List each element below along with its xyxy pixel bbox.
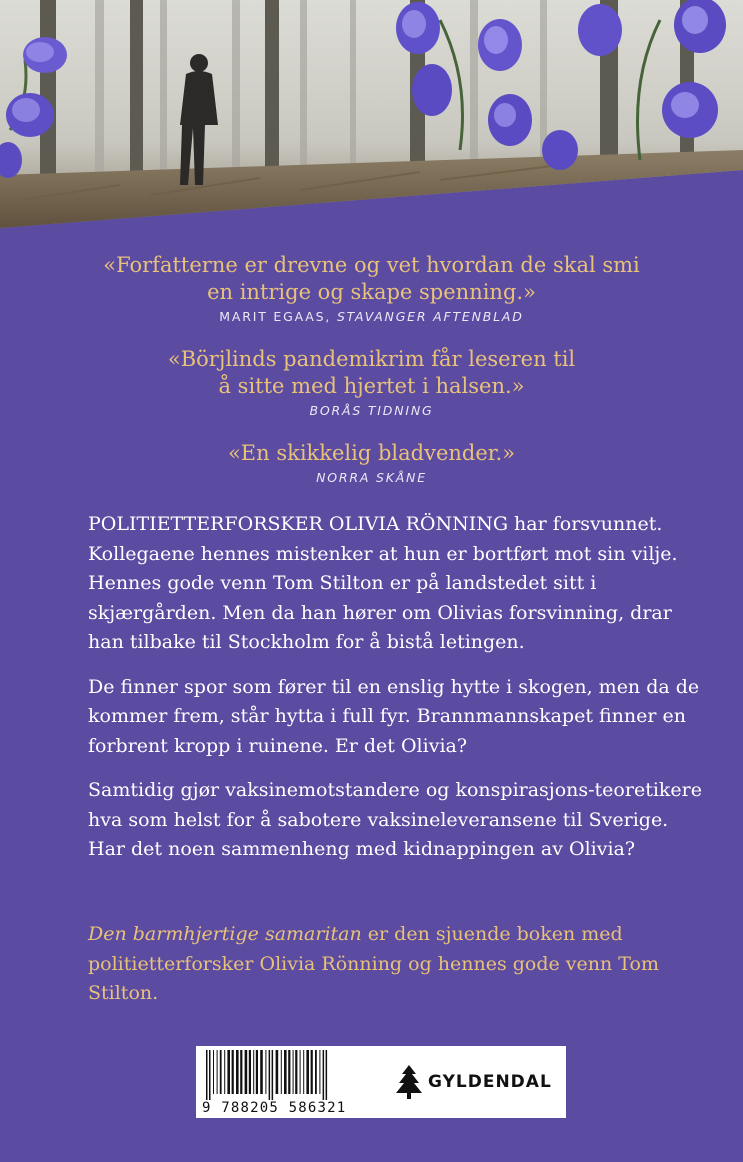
series-note-text: er den sjuende boken med politietterforsker Olivia Rönning og hennes gode venn Tom Stilton. xyxy=(88,923,659,1004)
quote-text: «Forfatterne er drevne og vet hvordan de skal smi en intrige og skape spenning.» xyxy=(103,253,640,304)
tree-logo-icon xyxy=(396,1065,422,1099)
review-quote xyxy=(0,440,743,485)
quote-publication: NORRA SKÅNE xyxy=(316,470,427,485)
quote-source xyxy=(0,309,743,324)
book-title: Den barmhjertige samaritan xyxy=(88,923,362,945)
barcode-panel xyxy=(196,1046,566,1118)
blurb-paragraph: POLITIETTERFORSKER OLIVIA RÖNNING har forsvunnet. Kollegaene hennes mistenker at hun er bortført mot sin vilje. Hennes gode venn Tom Stilton er på landstedet sitt i skjærgården. Men da han hører om Olivias forsvinning, drar han tilbake til Stockholm for å bistå letingen. xyxy=(88,513,678,653)
review-quote xyxy=(0,252,743,324)
isbn-barcode xyxy=(204,1050,388,1100)
isbn-number: 9 788205 586321 xyxy=(202,1100,347,1116)
quote-publication: STAVANGER AFTENBLAD xyxy=(336,309,524,324)
quote-source xyxy=(0,403,743,418)
blurb-paragraph: Samtidig gjør vaksinemotstandere og konspirasjons-teoretikere hva som helst for å sabotere vaksineleveransene til Sverige. Har det noen sammenheng med kidnappingen av Olivia? xyxy=(88,779,702,860)
review-quote xyxy=(0,346,743,418)
quote-author: MARIT EGAAS, xyxy=(219,309,332,324)
review-quotes xyxy=(0,252,743,485)
blurb xyxy=(88,510,708,880)
misty-forest-photo xyxy=(0,0,743,235)
blurb-paragraph: De finner spor som fører til en enslig hytte i skogen, men da de kommer frem, står hytta i full fyr. Brannmannskapet finner en forbrent kropp i ruinene. Er det Olivia? xyxy=(88,675,700,757)
quote-text: «Börjlinds pandemikrim får leseren til å sitte med hjertet i halsen.» xyxy=(167,347,576,398)
publisher-logo xyxy=(396,1064,552,1100)
quote-publication: BORÅS TIDNING xyxy=(309,403,434,418)
publisher-name: GYLDENDAL xyxy=(428,1072,552,1092)
series-note xyxy=(88,920,708,1009)
quote-text: «En skikkelig bladvender.» xyxy=(227,441,516,465)
quote-source xyxy=(0,470,743,485)
